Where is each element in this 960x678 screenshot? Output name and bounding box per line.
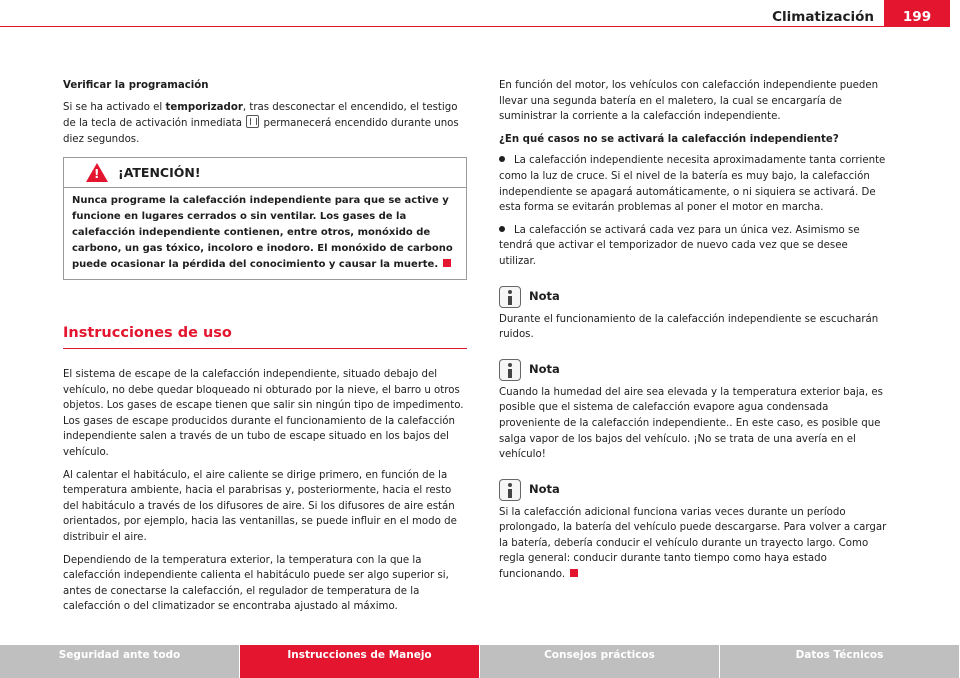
section-end-icon [570,569,578,577]
bullet-text: La calefacción independiente necesita aproximadamente tanta corriente como la luz de cruce. Si el nivel de la batería es muy bajo, la calefacción independiente se apagará automáticamente, o ni siquiera se activará. De esta forma se evitarán problemas al poner el motor en marcha. [499,155,886,214]
note-text-body: Si la calefacción adicional funciona varias veces durante un período prolongado, la batería del vehículo puede descargarse. Para volver a cargar la batería, debería conducir el vehículo durante un trayecto largo. Como regla general: conducir durante tanto tiempo como haya estado funcionando. [499,506,887,581]
note-header [499,359,887,381]
paragraph-battery: En función del motor, los vehículos con calefacción independiente pueden llevar una segunda batería en el maletero, la cual se encargaría de suministrar la corriente a la calefacción independiente. [499,80,879,123]
warning-title: ¡ATENCIÓN! [118,165,201,181]
bullet-item [499,223,887,270]
bullet-item [499,153,887,215]
section-end-icon [443,259,451,267]
paragraph-verify-b: , tras desconectar el encendido, el testigo de la tecla de activación inmediata [63,101,458,130]
footer-tab-operating[interactable]: Instrucciones de Manejo [240,645,480,678]
term-temporizador: temporizador [165,101,243,113]
paragraph-exhaust: El sistema de escape de la calefacción independiente, situado debajo del vehículo, no debe quedar bloqueado ni obturado por la nieve, el barro u otros objetos. Los gases de escape tienen que salir sin ningún tipo de impedimento. Los gases de escape producidos durante el funcionamiento de la calefacción independiente salen a través de un tubo de escape situado en los bajos del vehículo. [63,368,464,458]
note-header [499,286,887,308]
footer-tab-technical[interactable]: Datos Técnicos [720,645,960,678]
subhead-verify-schedule: Verificar la programación [63,80,209,91]
left-column [63,78,467,622]
info-icon [499,479,521,501]
paragraph-verify-c: permanecerá encendido durante unos diez segundos. [63,118,459,145]
note-text [499,505,887,583]
footer-tab-tips[interactable]: Consejos prácticos [480,645,720,678]
note-title: Nota [529,361,560,376]
note-text: Durante el funcionamiento de la calefacción independiente se escucharán ruidos. [499,313,879,341]
page-number: 199 [884,0,950,26]
paragraph-heating: Al calentar el habitáculo, el aire caliente se dirige primero, en función de la temperatura ambiente, hacia el parabrisas y, posteriormente, hacia el resto del habitáculo a través de los difusores de aire. Si los difusores de aire están orientados, por ejemplo, hacia las ventanillas, se puede influir en el modo de distribuir el aire. [63,469,457,543]
immediate-activation-key-icon [246,115,259,128]
header-divider [0,26,950,27]
warning-triangle-icon [86,163,108,182]
warning-header [64,158,466,188]
paragraph-verify-a: Si se ha activado el [63,101,166,113]
info-icon [499,286,521,308]
bullet-text: La calefacción se activará cada vez para un única vez. Asimismo se tendrá que activar el temporizador de nuevo cada vez que se desee utilizar. [499,224,860,267]
footer-nav [0,645,960,678]
bullet-dot-icon [499,226,505,232]
info-icon [499,359,521,381]
warning-body [64,188,466,279]
subhead-not-activated: ¿En qué casos no se activará la calefacción independiente? [499,133,839,145]
paragraph-verify [63,100,467,148]
paragraph-temperature: Dependiendo de la temperatura exterior, la temperatura con la que la calefacción independiente calienta el habitáculo puede ser algo superior si, antes de conectarse la calefacción, el regulador de temperatura de la calefacción o del climatizador se encontraba ajustado al máximo. [63,554,449,613]
section-title-usage: Instrucciones de uso [63,326,467,349]
warning-text: Nunca programe la calefacción independiente para que se active y funcione en lugares cerrados o sin ventilar. Los gases de la calefacción independiente contienen, entre otros, monóxido de carbono, un gas tóxico, incoloro e inodoro. El monóxido de carbono puede ocasionar la pérdida del conocimiento y causar la muerte. [72,195,453,271]
warning-box [63,157,467,280]
note-title: Nota [529,481,560,496]
page-header-title: Climatización [772,9,874,25]
note-title: Nota [529,288,560,303]
bullet-dot-icon [499,156,505,162]
footer-tab-safety[interactable]: Seguridad ante todo [0,645,240,678]
note-header [499,479,887,501]
right-column [499,78,887,590]
note-text: Cuando la humedad del aire sea elevada y la temperatura exterior baja, es posible que el sistema de calefacción evapore agua condensada proveniente de la calefacción independiente.. En este caso, es posible que salga vapor de los bajos del vehículo. ¡No se trata de una avería en el vehículo! [499,386,883,461]
